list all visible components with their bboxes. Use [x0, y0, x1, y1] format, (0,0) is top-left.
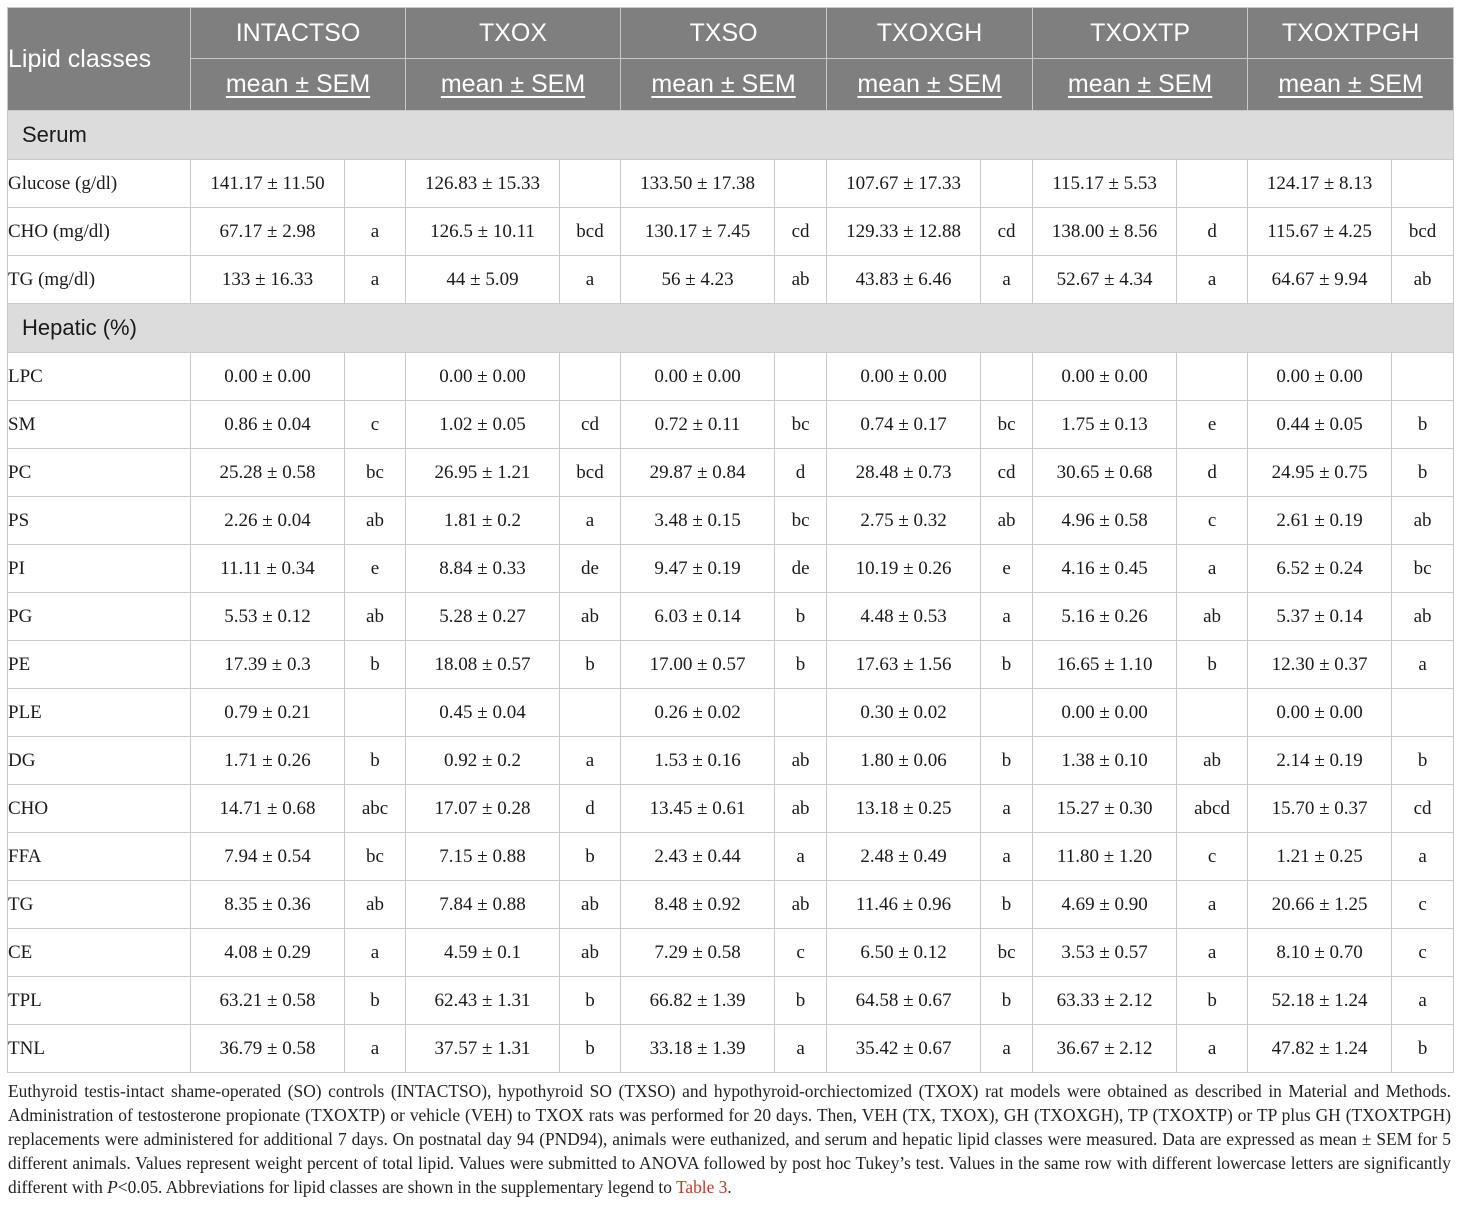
mean-sem-value: 35.42 ± 0.67: [827, 1025, 981, 1073]
mean-sem-header: mean ± SEM: [827, 59, 1033, 111]
section-row: [8, 304, 1454, 353]
mean-sem-value: 126.83 ± 15.33: [406, 160, 560, 208]
significance-letters: b: [1177, 977, 1248, 1025]
table-container: [7, 7, 1453, 1199]
row-label: DG: [8, 737, 191, 785]
significance-letters: a: [1177, 545, 1248, 593]
mean-sem-value: 24.95 ± 0.75: [1248, 449, 1392, 497]
significance-letters: ab: [1392, 497, 1454, 545]
significance-letters: [345, 689, 406, 737]
significance-letters: b: [1392, 1025, 1454, 1073]
row-label: CHO (mg/dl): [8, 208, 191, 256]
group-header-txoxtpgh: TXOXTPGH: [1248, 8, 1454, 59]
mean-sem-value: 20.66 ± 1.25: [1248, 881, 1392, 929]
row-label: PLE: [8, 689, 191, 737]
significance-letters: [775, 689, 827, 737]
mean-sem-value: 11.46 ± 0.96: [827, 881, 981, 929]
significance-letters: de: [775, 545, 827, 593]
mean-sem-value: 17.39 ± 0.3: [191, 641, 345, 689]
significance-letters: [560, 353, 621, 401]
significance-letters: d: [560, 785, 621, 833]
mean-sem-value: 7.84 ± 0.88: [406, 881, 560, 929]
significance-letters: a: [345, 256, 406, 304]
significance-letters: cd: [981, 449, 1033, 497]
mean-sem-value: 8.10 ± 0.70: [1248, 929, 1392, 977]
mean-sem-value: 4.16 ± 0.45: [1033, 545, 1177, 593]
significance-letters: d: [1177, 449, 1248, 497]
significance-letters: cd: [560, 401, 621, 449]
significance-letters: bc: [981, 929, 1033, 977]
row-label: TG (mg/dl): [8, 256, 191, 304]
row-label: LPC: [8, 353, 191, 401]
significance-letters: b: [981, 641, 1033, 689]
mean-sem-value: 0.00 ± 0.00: [1033, 689, 1177, 737]
significance-letters: ab: [345, 497, 406, 545]
mean-sem-value: 2.75 ± 0.32: [827, 497, 981, 545]
significance-letters: a: [345, 1025, 406, 1073]
mean-sem-value: 0.00 ± 0.00: [1248, 689, 1392, 737]
mean-sem-value: 1.53 ± 0.16: [621, 737, 775, 785]
significance-letters: ab: [1177, 593, 1248, 641]
mean-sem-value: 4.08 ± 0.29: [191, 929, 345, 977]
significance-letters: [345, 353, 406, 401]
mean-sem-value: 36.79 ± 0.58: [191, 1025, 345, 1073]
significance-letters: ab: [775, 256, 827, 304]
significance-letters: c: [1392, 881, 1454, 929]
significance-letters: [775, 160, 827, 208]
mean-sem-value: 2.61 ± 0.19: [1248, 497, 1392, 545]
mean-sem-value: 30.65 ± 0.68: [1033, 449, 1177, 497]
mean-sem-value: 16.65 ± 1.10: [1033, 641, 1177, 689]
mean-sem-value: 107.67 ± 17.33: [827, 160, 981, 208]
group-header-txox: TXOX: [406, 8, 621, 59]
table-row: [8, 689, 1454, 737]
significance-letters: a: [981, 593, 1033, 641]
significance-letters: [981, 160, 1033, 208]
lipid-classes-table: [7, 7, 1454, 1073]
significance-letters: [560, 689, 621, 737]
mean-sem-value: 130.17 ± 7.45: [621, 208, 775, 256]
mean-sem-value: 64.58 ± 0.67: [827, 977, 981, 1025]
mean-sem-value: 43.83 ± 6.46: [827, 256, 981, 304]
mean-sem-header: mean ± SEM: [1033, 59, 1248, 111]
significance-letters: cd: [1392, 785, 1454, 833]
mean-sem-value: 8.48 ± 0.92: [621, 881, 775, 929]
significance-letters: b: [1392, 449, 1454, 497]
significance-letters: bc: [981, 401, 1033, 449]
significance-letters: [1392, 689, 1454, 737]
mean-sem-value: 52.18 ± 1.24: [1248, 977, 1392, 1025]
table-row: [8, 449, 1454, 497]
mean-sem-value: 63.33 ± 2.12: [1033, 977, 1177, 1025]
significance-letters: a: [1177, 881, 1248, 929]
mean-sem-value: 47.82 ± 1.24: [1248, 1025, 1392, 1073]
mean-sem-value: 6.03 ± 0.14: [621, 593, 775, 641]
significance-letters: b: [775, 641, 827, 689]
mean-sem-value: 28.48 ± 0.73: [827, 449, 981, 497]
significance-letters: bc: [775, 401, 827, 449]
footnote-text: Euthyroid testis-intact shame-operated (SO) controls (INTACTSO), hypothyroid SO (TXSO) and hypothyroid-orchiectomized (TXOX) rat models were obtained as described in Material and Methods. Administration of testosterone propionate (TXOXTP) or vehicle (VEH) to TXOX rats was performed for 20 days. Then, VEH (TX, TXOX), GH (TXOXGH), TP (TXOXTP) or TP plus GH (TXOXTPGH) replacements were administered for additional 7 days. On postnatal day 94 (PND94), animals were euthanized, and serum and hepatic lipid classes were measured. Data are expressed as mean ± SEM for 5 different animals. Values represent weight percent of total lipid. Values were submitted to ANOVA followed by post hoc Tukey’s test. Values in the same row with different lowercase letters are significantly different with: [8, 1081, 1451, 1197]
significance-letters: e: [345, 545, 406, 593]
significance-letters: ab: [345, 593, 406, 641]
mean-sem-value: 67.17 ± 2.98: [191, 208, 345, 256]
section-title: Serum: [8, 111, 1454, 160]
row-label: PS: [8, 497, 191, 545]
mean-sem-value: 0.26 ± 0.02: [621, 689, 775, 737]
mean-sem-value: 0.00 ± 0.00: [827, 353, 981, 401]
mean-sem-value: 1.81 ± 0.2: [406, 497, 560, 545]
significance-letters: e: [981, 545, 1033, 593]
mean-sem-value: 7.29 ± 0.58: [621, 929, 775, 977]
significance-letters: b: [345, 737, 406, 785]
significance-letters: b: [345, 641, 406, 689]
significance-letters: [1177, 353, 1248, 401]
table-row: [8, 737, 1454, 785]
significance-letters: c: [1177, 497, 1248, 545]
significance-letters: b: [981, 737, 1033, 785]
mean-sem-value: 44 ± 5.09: [406, 256, 560, 304]
mean-sem-value: 0.00 ± 0.00: [406, 353, 560, 401]
mean-sem-value: 52.67 ± 4.34: [1033, 256, 1177, 304]
significance-letters: [1392, 160, 1454, 208]
table-row: [8, 785, 1454, 833]
significance-letters: a: [1177, 256, 1248, 304]
section-title: Hepatic (%): [8, 304, 1454, 353]
mean-sem-value: 4.48 ± 0.53: [827, 593, 981, 641]
significance-letters: [345, 160, 406, 208]
table-row: [8, 401, 1454, 449]
significance-letters: b: [775, 593, 827, 641]
table-row: [8, 833, 1454, 881]
significance-letters: a: [560, 256, 621, 304]
mean-sem-value: 1.75 ± 0.13: [1033, 401, 1177, 449]
table-row: [8, 593, 1454, 641]
significance-letters: d: [775, 449, 827, 497]
mean-sem-value: 4.96 ± 0.58: [1033, 497, 1177, 545]
significance-letters: ab: [560, 593, 621, 641]
p-value-symbol: P: [107, 1177, 118, 1197]
significance-letters: a: [345, 208, 406, 256]
mean-sem-value: 2.14 ± 0.19: [1248, 737, 1392, 785]
mean-sem-header: mean ± SEM: [406, 59, 621, 111]
group-header-intactso: INTACTSO: [191, 8, 406, 59]
significance-letters: bc: [775, 497, 827, 545]
row-label: Glucose (g/dl): [8, 160, 191, 208]
significance-letters: b: [1392, 737, 1454, 785]
significance-letters: ab: [345, 881, 406, 929]
significance-letters: a: [775, 1025, 827, 1073]
significance-letters: bcd: [1392, 208, 1454, 256]
table-3-link[interactable]: Table 3: [675, 1177, 728, 1197]
significance-letters: a: [1392, 833, 1454, 881]
row-label: TPL: [8, 977, 191, 1025]
mean-sem-value: 133.50 ± 17.38: [621, 160, 775, 208]
mean-sem-value: 1.80 ± 0.06: [827, 737, 981, 785]
mean-sem-header: mean ± SEM: [1248, 59, 1454, 111]
mean-sem-value: 0.44 ± 0.05: [1248, 401, 1392, 449]
significance-letters: bcd: [560, 449, 621, 497]
significance-letters: b: [1177, 641, 1248, 689]
mean-sem-value: 3.53 ± 0.57: [1033, 929, 1177, 977]
mean-sem-header: mean ± SEM: [621, 59, 827, 111]
table-row: [8, 641, 1454, 689]
mean-sem-value: 0.72 ± 0.11: [621, 401, 775, 449]
significance-letters: a: [1392, 641, 1454, 689]
mean-sem-value: 0.74 ± 0.17: [827, 401, 981, 449]
mean-sem-value: 7.94 ± 0.54: [191, 833, 345, 881]
mean-sem-value: 11.80 ± 1.20: [1033, 833, 1177, 881]
significance-letters: c: [345, 401, 406, 449]
significance-letters: b: [981, 977, 1033, 1025]
mean-sem-value: 5.37 ± 0.14: [1248, 593, 1392, 641]
mean-sem-value: 0.86 ± 0.04: [191, 401, 345, 449]
significance-letters: de: [560, 545, 621, 593]
significance-letters: a: [981, 1025, 1033, 1073]
mean-sem-value: 66.82 ± 1.39: [621, 977, 775, 1025]
mean-sem-value: 1.38 ± 0.10: [1033, 737, 1177, 785]
mean-sem-value: 6.52 ± 0.24: [1248, 545, 1392, 593]
significance-letters: bc: [1392, 545, 1454, 593]
mean-sem-value: 8.35 ± 0.36: [191, 881, 345, 929]
mean-sem-value: 13.45 ± 0.61: [621, 785, 775, 833]
row-label: PC: [8, 449, 191, 497]
row-label: PI: [8, 545, 191, 593]
significance-letters: [775, 353, 827, 401]
mean-sem-value: 124.17 ± 8.13: [1248, 160, 1392, 208]
mean-sem-value: 4.69 ± 0.90: [1033, 881, 1177, 929]
table-row: [8, 256, 1454, 304]
significance-letters: [1177, 689, 1248, 737]
mean-sem-value: 0.00 ± 0.00: [1248, 353, 1392, 401]
mean-sem-value: 0.92 ± 0.2: [406, 737, 560, 785]
significance-letters: bc: [345, 449, 406, 497]
row-label: FFA: [8, 833, 191, 881]
mean-sem-value: 5.16 ± 0.26: [1033, 593, 1177, 641]
mean-sem-value: 8.84 ± 0.33: [406, 545, 560, 593]
significance-letters: a: [981, 256, 1033, 304]
significance-letters: c: [775, 929, 827, 977]
significance-letters: abc: [345, 785, 406, 833]
row-label: PE: [8, 641, 191, 689]
table-row: [8, 1025, 1454, 1073]
footnote-end: .: [727, 1177, 732, 1197]
significance-letters: b: [981, 881, 1033, 929]
mean-sem-value: 11.11 ± 0.34: [191, 545, 345, 593]
mean-sem-value: 133 ± 16.33: [191, 256, 345, 304]
row-label: PG: [8, 593, 191, 641]
significance-letters: b: [1392, 401, 1454, 449]
significance-letters: ab: [981, 497, 1033, 545]
significance-letters: ab: [775, 881, 827, 929]
significance-letters: ab: [560, 929, 621, 977]
mean-sem-value: 138.00 ± 8.56: [1033, 208, 1177, 256]
row-label: SM: [8, 401, 191, 449]
mean-sem-value: 10.19 ± 0.26: [827, 545, 981, 593]
mean-sem-value: 1.71 ± 0.26: [191, 737, 345, 785]
mean-sem-value: 9.47 ± 0.19: [621, 545, 775, 593]
significance-letters: a: [981, 833, 1033, 881]
mean-sem-header: mean ± SEM: [191, 59, 406, 111]
mean-sem-value: 63.21 ± 0.58: [191, 977, 345, 1025]
mean-sem-value: 1.21 ± 0.25: [1248, 833, 1392, 881]
significance-letters: ab: [775, 785, 827, 833]
mean-sem-value: 64.67 ± 9.94: [1248, 256, 1392, 304]
mean-sem-value: 0.00 ± 0.00: [191, 353, 345, 401]
mean-sem-value: 18.08 ± 0.57: [406, 641, 560, 689]
table-row: [8, 929, 1454, 977]
table-row: [8, 977, 1454, 1025]
mean-sem-value: 26.95 ± 1.21: [406, 449, 560, 497]
significance-letters: a: [560, 737, 621, 785]
significance-letters: [560, 160, 621, 208]
significance-letters: b: [560, 977, 621, 1025]
significance-letters: a: [981, 785, 1033, 833]
mean-sem-value: 17.07 ± 0.28: [406, 785, 560, 833]
significance-letters: b: [775, 977, 827, 1025]
significance-letters: a: [345, 929, 406, 977]
significance-letters: ab: [560, 881, 621, 929]
group-header-txso: TXSO: [621, 8, 827, 59]
significance-letters: d: [1177, 208, 1248, 256]
mean-sem-value: 2.26 ± 0.04: [191, 497, 345, 545]
significance-letters: [1177, 160, 1248, 208]
mean-sem-value: 12.30 ± 0.37: [1248, 641, 1392, 689]
mean-sem-value: 37.57 ± 1.31: [406, 1025, 560, 1073]
mean-sem-value: 62.43 ± 1.31: [406, 977, 560, 1025]
table-row: [8, 208, 1454, 256]
group-header-txoxtp: TXOXTP: [1033, 8, 1248, 59]
row-label: TG: [8, 881, 191, 929]
significance-letters: c: [1177, 833, 1248, 881]
significance-letters: c: [1392, 929, 1454, 977]
table-footnote: [7, 1079, 1453, 1199]
mean-sem-value: 5.28 ± 0.27: [406, 593, 560, 641]
mean-sem-value: 129.33 ± 12.88: [827, 208, 981, 256]
significance-letters: b: [560, 833, 621, 881]
significance-letters: b: [560, 1025, 621, 1073]
mean-sem-value: 0.00 ± 0.00: [621, 353, 775, 401]
mean-sem-value: 15.70 ± 0.37: [1248, 785, 1392, 833]
significance-letters: ab: [1177, 737, 1248, 785]
significance-letters: [1392, 353, 1454, 401]
mean-sem-value: 126.5 ± 10.11: [406, 208, 560, 256]
mean-sem-value: 25.28 ± 0.58: [191, 449, 345, 497]
significance-letters: a: [775, 833, 827, 881]
mean-sem-value: 2.43 ± 0.44: [621, 833, 775, 881]
mean-sem-value: 5.53 ± 0.12: [191, 593, 345, 641]
significance-letters: a: [1177, 929, 1248, 977]
table-row: [8, 881, 1454, 929]
mean-sem-value: 0.30 ± 0.02: [827, 689, 981, 737]
significance-letters: cd: [981, 208, 1033, 256]
mean-sem-value: 7.15 ± 0.88: [406, 833, 560, 881]
significance-letters: ab: [1392, 593, 1454, 641]
significance-letters: [981, 689, 1033, 737]
mean-sem-value: 4.59 ± 0.1: [406, 929, 560, 977]
mean-sem-value: 17.63 ± 1.56: [827, 641, 981, 689]
lipid-classes-header: Lipid classes: [8, 8, 191, 111]
mean-sem-value: 0.00 ± 0.00: [1033, 353, 1177, 401]
mean-sem-value: 56 ± 4.23: [621, 256, 775, 304]
mean-sem-value: 141.17 ± 11.50: [191, 160, 345, 208]
row-label: CE: [8, 929, 191, 977]
mean-sem-value: 14.71 ± 0.68: [191, 785, 345, 833]
mean-sem-value: 1.02 ± 0.05: [406, 401, 560, 449]
mean-sem-value: 17.00 ± 0.57: [621, 641, 775, 689]
mean-sem-value: 3.48 ± 0.15: [621, 497, 775, 545]
significance-letters: bc: [345, 833, 406, 881]
significance-letters: ab: [1392, 256, 1454, 304]
significance-letters: [981, 353, 1033, 401]
significance-letters: a: [560, 497, 621, 545]
significance-letters: a: [1177, 1025, 1248, 1073]
mean-sem-value: 115.67 ± 4.25: [1248, 208, 1392, 256]
footnote-text-2: <0.05. Abbreviations for lipid classes are shown in the supplementary legend to: [117, 1177, 676, 1197]
significance-letters: cd: [775, 208, 827, 256]
significance-letters: bcd: [560, 208, 621, 256]
mean-sem-value: 115.17 ± 5.53: [1033, 160, 1177, 208]
row-label: CHO: [8, 785, 191, 833]
mean-sem-value: 2.48 ± 0.49: [827, 833, 981, 881]
significance-letters: b: [560, 641, 621, 689]
table-row: [8, 545, 1454, 593]
mean-sem-value: 29.87 ± 0.84: [621, 449, 775, 497]
table-row: [8, 497, 1454, 545]
mean-sem-value: 36.67 ± 2.12: [1033, 1025, 1177, 1073]
significance-letters: a: [1392, 977, 1454, 1025]
mean-sem-value: 13.18 ± 0.25: [827, 785, 981, 833]
significance-letters: b: [345, 977, 406, 1025]
significance-letters: ab: [775, 737, 827, 785]
mean-sem-value: 0.45 ± 0.04: [406, 689, 560, 737]
table-body: [8, 111, 1454, 1073]
section-row: [8, 111, 1454, 160]
significance-letters: abcd: [1177, 785, 1248, 833]
mean-sem-value: 6.50 ± 0.12: [827, 929, 981, 977]
mean-sem-value: 0.79 ± 0.21: [191, 689, 345, 737]
mean-sem-value: 15.27 ± 0.30: [1033, 785, 1177, 833]
group-header-txoxgh: TXOXGH: [827, 8, 1033, 59]
row-label: TNL: [8, 1025, 191, 1073]
table-row: [8, 353, 1454, 401]
table-row: [8, 160, 1454, 208]
significance-letters: e: [1177, 401, 1248, 449]
mean-sem-value: 33.18 ± 1.39: [621, 1025, 775, 1073]
